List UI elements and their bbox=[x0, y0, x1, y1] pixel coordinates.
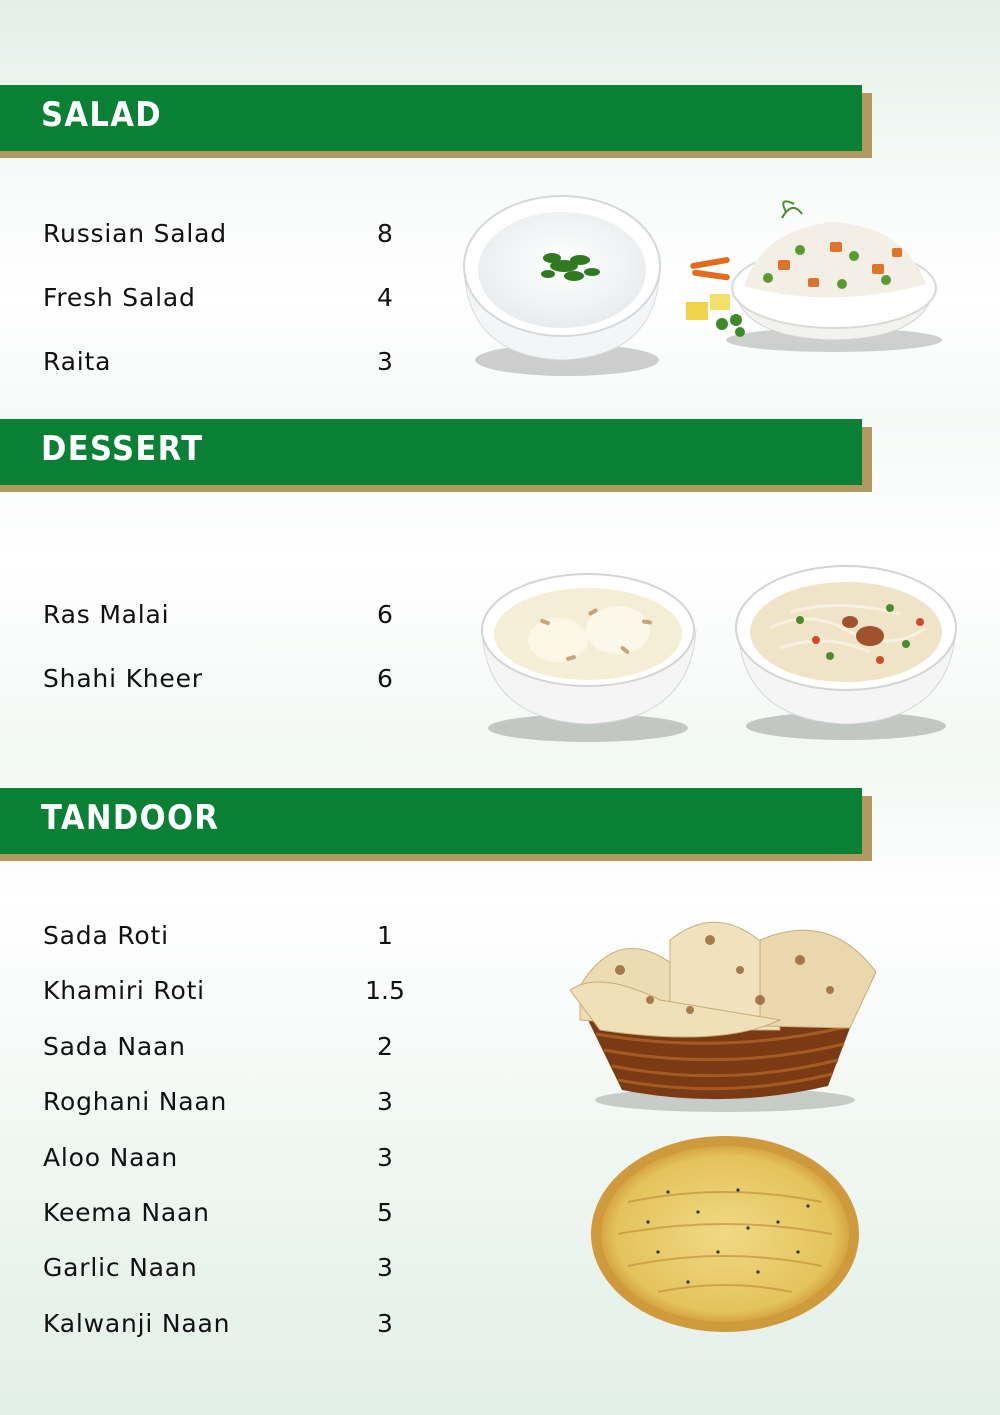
item-price: 6 bbox=[377, 600, 393, 629]
item-name: Shahi Kheer bbox=[43, 664, 203, 693]
item-price: 8 bbox=[377, 219, 393, 248]
item-price: 3 bbox=[377, 1087, 393, 1116]
menu-item bbox=[43, 916, 413, 956]
item-name: Ras Malai bbox=[43, 600, 170, 629]
section-header-salad bbox=[0, 85, 872, 158]
ras-malai-bowl-image bbox=[470, 560, 710, 750]
menu-item bbox=[43, 1193, 413, 1233]
menu-item bbox=[43, 659, 413, 699]
menu-item bbox=[43, 971, 413, 1011]
section-title: TANDOOR bbox=[41, 798, 220, 838]
item-name: Sada Roti bbox=[43, 921, 169, 950]
item-price: 5 bbox=[377, 1198, 393, 1227]
section-header-tandoor bbox=[0, 788, 872, 861]
item-price: 3 bbox=[377, 347, 393, 376]
item-name: Fresh Salad bbox=[43, 283, 196, 312]
menu-item bbox=[43, 595, 413, 635]
shahi-kheer-bowl-image bbox=[730, 548, 970, 748]
section-title: DESSERT bbox=[41, 429, 204, 469]
item-price: 1.5 bbox=[365, 976, 405, 1005]
menu-item bbox=[43, 1304, 413, 1344]
naan-bread-image bbox=[588, 1132, 863, 1342]
item-name: Raita bbox=[43, 347, 112, 376]
menu-item bbox=[43, 1082, 413, 1122]
item-name: Kalwanji Naan bbox=[43, 1309, 231, 1338]
item-price: 1 bbox=[377, 921, 393, 950]
item-price: 6 bbox=[377, 664, 393, 693]
russian-salad-bowl-image bbox=[682, 190, 952, 360]
section-header-dessert bbox=[0, 419, 872, 492]
item-price: 4 bbox=[377, 283, 393, 312]
menu-item bbox=[43, 278, 413, 318]
section-title: SALAD bbox=[41, 95, 163, 135]
menu-item bbox=[43, 1027, 413, 1067]
item-price: 3 bbox=[377, 1309, 393, 1338]
menu-item bbox=[43, 1248, 413, 1288]
menu-item bbox=[43, 342, 413, 382]
item-name: Keema Naan bbox=[43, 1198, 210, 1227]
item-price: 2 bbox=[377, 1032, 393, 1061]
roti-basket-image bbox=[560, 900, 880, 1115]
item-name: Roghani Naan bbox=[43, 1087, 228, 1116]
item-name: Khamiri Roti bbox=[43, 976, 205, 1005]
menu-item bbox=[43, 214, 413, 254]
item-name: Sada Naan bbox=[43, 1032, 186, 1061]
item-name: Aloo Naan bbox=[43, 1143, 178, 1172]
item-name: Russian Salad bbox=[43, 219, 227, 248]
raita-bowl-image bbox=[452, 188, 672, 388]
item-name: Garlic Naan bbox=[43, 1253, 198, 1282]
menu-item bbox=[43, 1138, 413, 1178]
item-price: 3 bbox=[377, 1143, 393, 1172]
item-price: 3 bbox=[377, 1253, 393, 1282]
